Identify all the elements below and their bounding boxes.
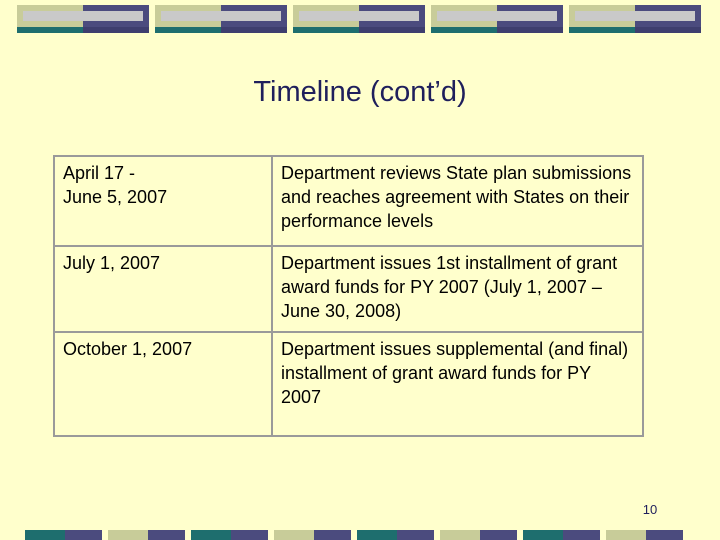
- table-row: [54, 246, 643, 332]
- date-cell: [54, 156, 272, 246]
- table-row: [54, 332, 643, 436]
- banner-block: [569, 5, 701, 33]
- table-row: [54, 156, 643, 246]
- top-decorative-banner: [0, 5, 720, 35]
- description-cell: Department reviews State plan submissions and reaches agreement with States on their performance levels: [272, 156, 643, 246]
- date-cell: [54, 332, 272, 436]
- date-cell: [54, 246, 272, 332]
- banner-block: [293, 5, 425, 33]
- date-line: June 5, 2007: [63, 187, 168, 207]
- description-cell: Department issues 1st installment of grant award funds for PY 2007 (July 1, 2007 – June 30, 2008): [272, 246, 643, 332]
- description-cell: Department issues supplemental (and final) installment of grant award funds for PY 2007: [272, 332, 643, 436]
- timeline-table: [53, 155, 644, 437]
- slide-title: Timeline (cont’d): [253, 76, 467, 108]
- date-line: October 1, 2007: [63, 339, 193, 359]
- bottom-decorative-banner: [0, 530, 720, 540]
- slide-number: 10: [642, 502, 658, 517]
- banner-block: [431, 5, 563, 33]
- date-line: July 1, 2007: [63, 253, 161, 273]
- banner-block: [17, 5, 149, 33]
- banner-block: [155, 5, 287, 33]
- date-line: April 17 -: [63, 163, 136, 183]
